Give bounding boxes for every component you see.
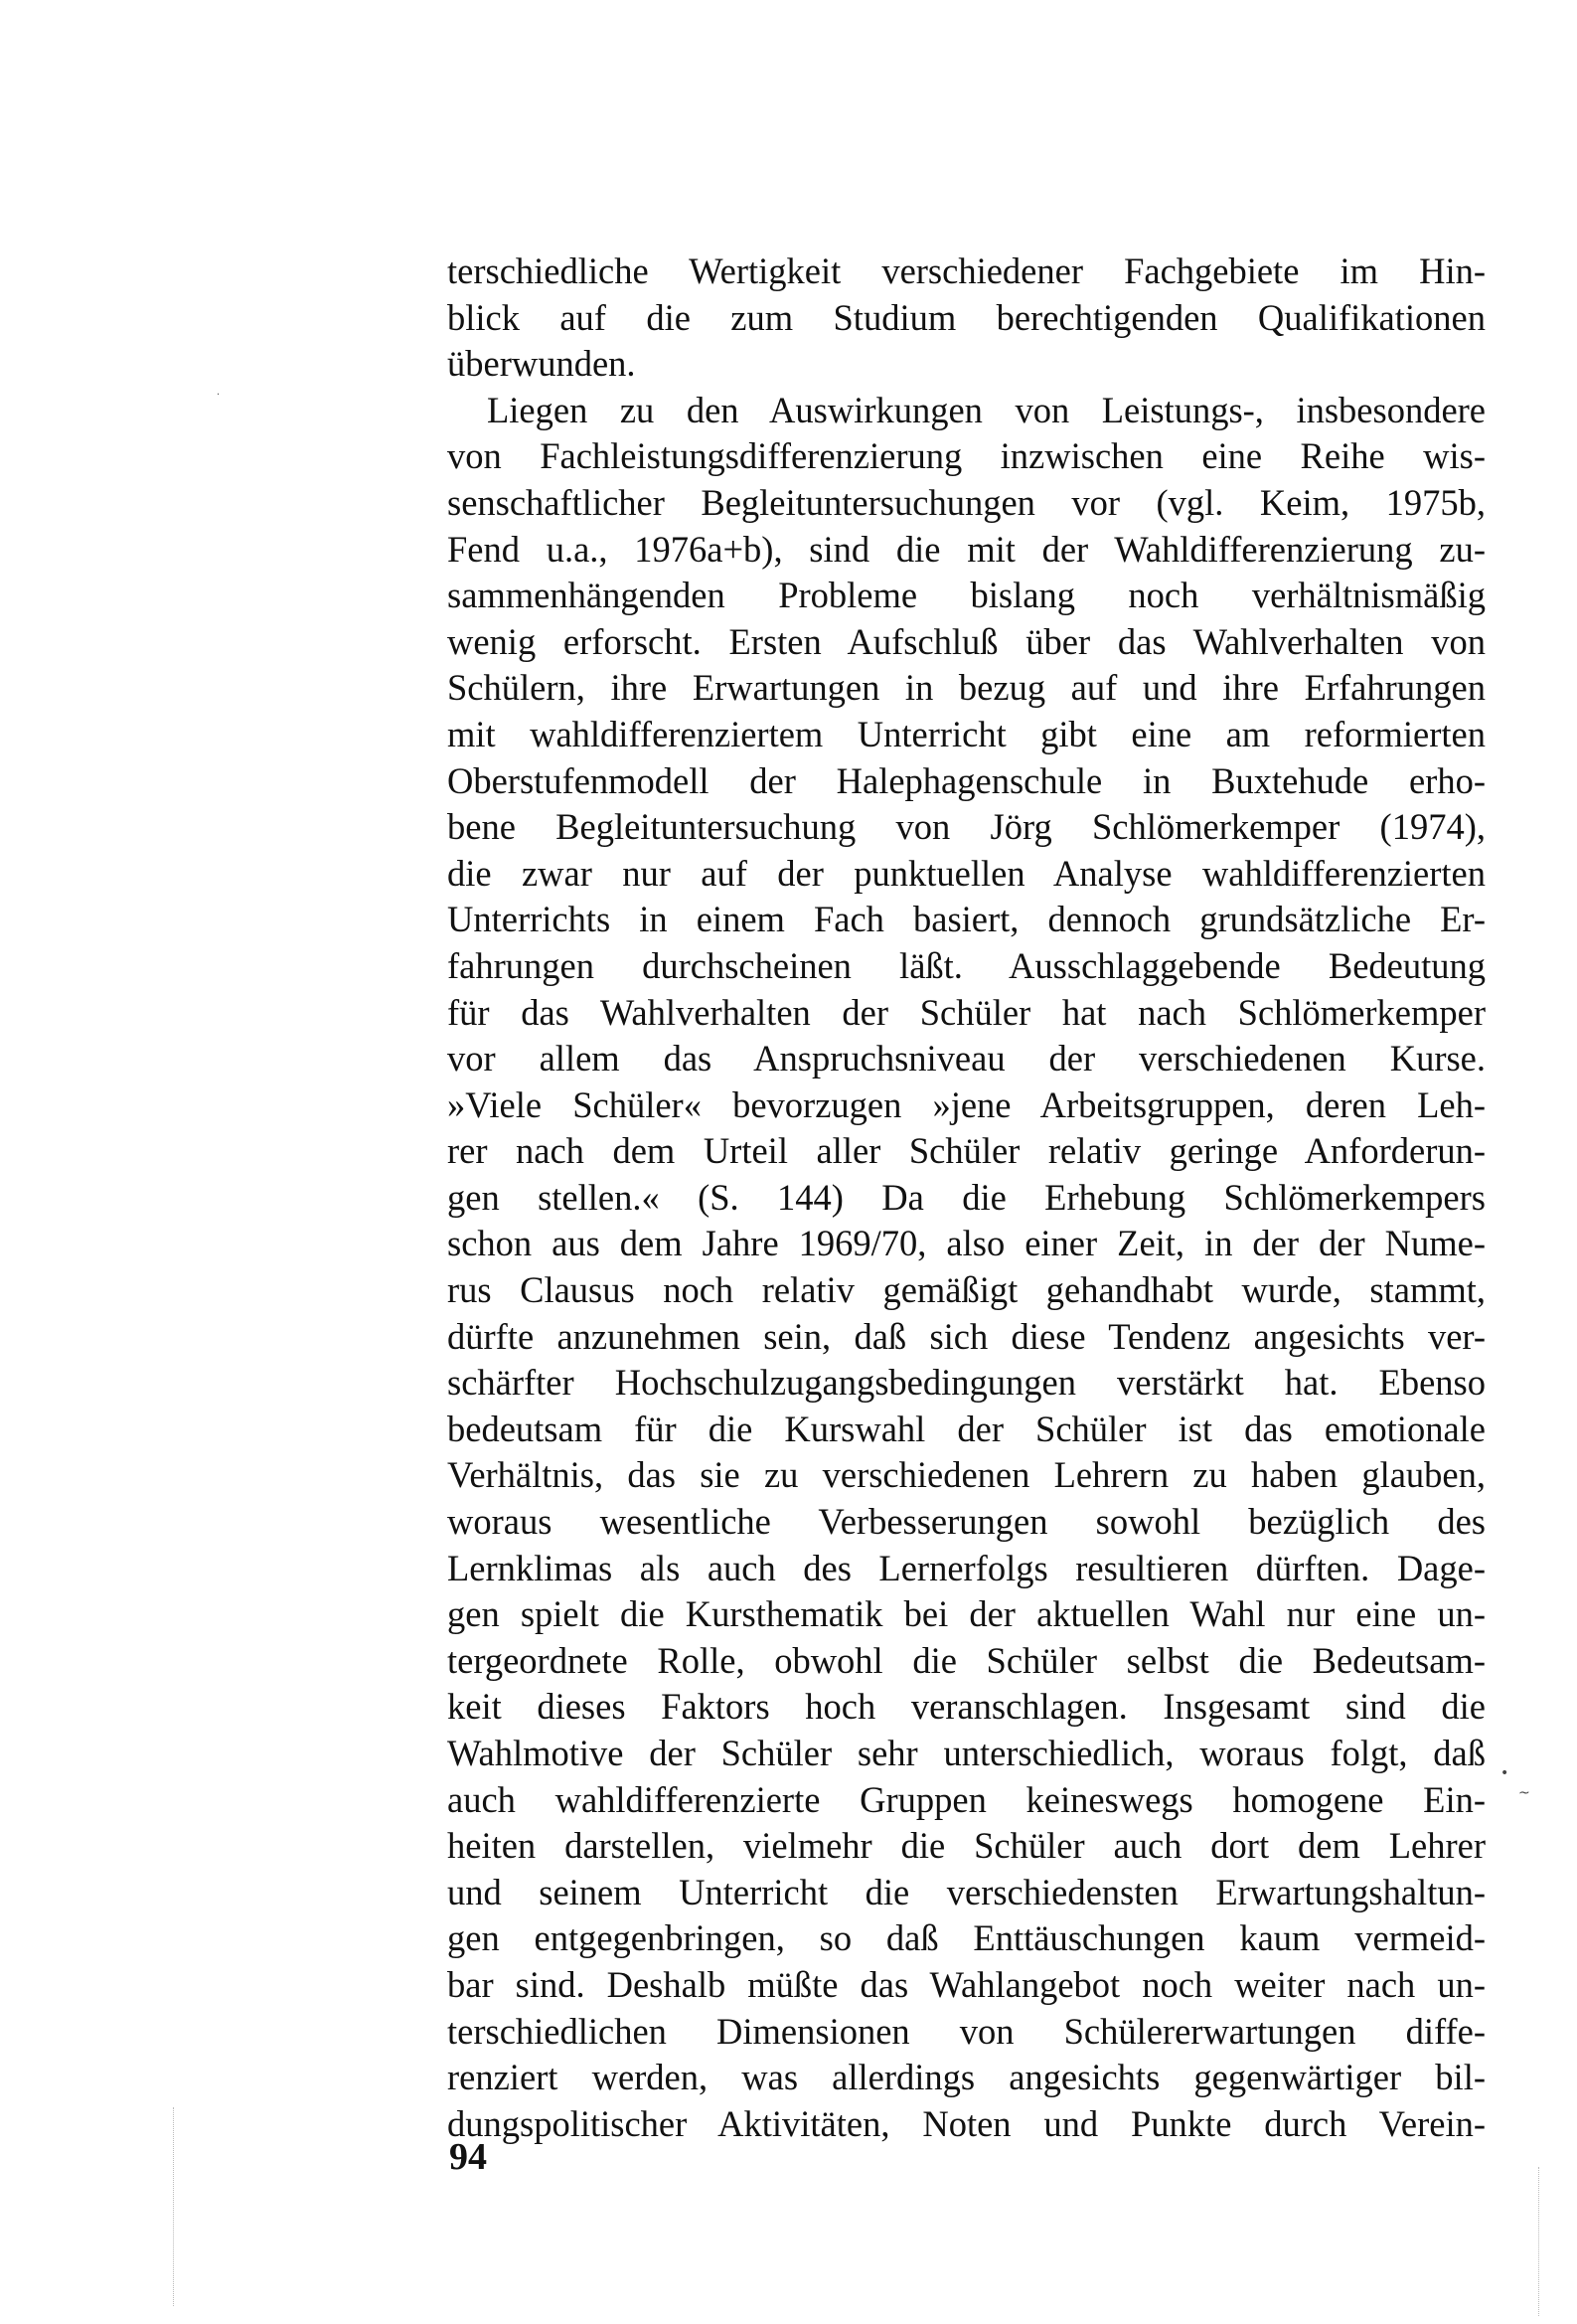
text-line: überwunden. xyxy=(447,343,636,385)
scan-edge-mark xyxy=(1538,2167,1541,2316)
text-line: dürfte anzunehmen sein, daß sich diese Tendenz angesichts ver- xyxy=(447,1315,1486,1357)
text-line: terschiedliche Wertigkeit verschiedener Fachgebiete im Hin- xyxy=(447,250,1486,291)
text-line: vor allem das Anspruchsniveau der verschiedenen Kurse. xyxy=(447,1038,1486,1079)
text-line: tergeordnete Rolle, obwohl die Schüler selbst die Bedeutsam- xyxy=(447,1639,1486,1681)
text-line: Wahlmotive der Schüler sehr unterschiedlich, woraus folgt, daß xyxy=(447,1733,1486,1773)
text-line: woraus wesentliche Verbesserungen sowohl bezüglich des xyxy=(447,1501,1486,1543)
text-line: wenig erforscht. Ersten Aufschluß über das Wahlverhalten von xyxy=(447,620,1486,662)
text-line: Schülern, ihre Erwartungen in bezug auf und ihre Erfahrungen xyxy=(447,667,1486,709)
text-line: keit dieses Faktors hoch veranschlagen. Insgesamt sind die xyxy=(447,1686,1486,1728)
text-line: mit wahldifferenziertem Unterricht gibt eine am reformierten xyxy=(447,713,1486,754)
text-line: gen spielt die Kursthematik bei der aktuellen Wahl nur eine un- xyxy=(447,1593,1486,1635)
scan-speck-icon: • xyxy=(1500,1765,1509,1781)
text-line: von Fachleistungsdifferenzierung inzwischen eine Reihe wis- xyxy=(447,435,1486,477)
text-line: terschiedlichen Dimensionen von Schülererwartungen diffe- xyxy=(447,2010,1486,2052)
text-line: schon aus dem Jahre 1969/70, also einer Zeit, in der der Nume- xyxy=(447,1223,1486,1264)
text-line: rer nach dem Urteil aller Schüler relativ geringe Anforderun- xyxy=(447,1130,1486,1172)
text-line: Unterrichts in einem Fach basiert, dennoch grundsätzliche Er- xyxy=(447,899,1486,940)
text-line: gen entgegenbringen, so daß Enttäuschungen kaum vermeid- xyxy=(447,1917,1486,1959)
scan-speck-icon: ~ xyxy=(1518,1785,1530,1801)
text-line: bene Begleituntersuchung von Jörg Schlömerkemper (1974), xyxy=(447,806,1486,848)
text-line: rus Clausus noch relativ gemäßigt gehandhabt wurde, stammt, xyxy=(447,1269,1486,1311)
text-line: blick auf die zum Studium berechtigenden Qualifikationen xyxy=(447,296,1486,338)
body-text xyxy=(447,249,1486,2147)
text-line: schärfter Hochschulzugangsbedingungen verstärkt hat. Ebenso xyxy=(447,1362,1486,1404)
text-line: Oberstufenmodell der Halephagenschule in Buxtehude erho- xyxy=(447,759,1486,801)
text-line: sammenhängenden Probleme bislang noch verhältnismäßig xyxy=(447,575,1486,616)
scan-edge-mark xyxy=(173,2107,176,2306)
text-line: Fend u.a., 1976a+b), sind die mit der Wahldifferenzierung zu- xyxy=(447,528,1486,570)
text-line: Lernklimas als auch des Lernerfolgs resultieren dürften. Dage- xyxy=(447,1547,1486,1588)
text-line: renziert werden, was allerdings angesichts gegenwärtiger bil- xyxy=(447,2057,1486,2098)
text-line: auch wahldifferenzierte Gruppen keineswegs homogene Ein- xyxy=(447,1778,1486,1820)
text-line: gen stellen.« (S. 144) Da die Erhebung Schlömerkempers xyxy=(447,1176,1486,1218)
text-line: bar sind. Deshalb müßte das Wahlangebot noch weiter nach un- xyxy=(447,1963,1486,2005)
text-line: fahrungen durchscheinen läßt. Ausschlaggebende Bedeutung xyxy=(447,944,1486,986)
scan-speck-icon: · xyxy=(217,390,221,401)
page-number: 94 xyxy=(449,2136,487,2178)
text-line: bedeutsam für die Kurswahl der Schüler ist das emotionale xyxy=(447,1408,1486,1449)
text-line: »Viele Schüler« bevorzugen »jene Arbeitsgruppen, deren Leh- xyxy=(447,1083,1486,1125)
text-line: die zwar nur auf der punktuellen Analyse wahldifferenzierten xyxy=(447,852,1486,894)
text-line: heiten darstellen, vielmehr die Schüler auch dort dem Lehrer xyxy=(447,1825,1486,1867)
text-line: Verhältnis, das sie zu verschiedenen Lehrern zu haben glauben, xyxy=(447,1454,1486,1496)
paragraph-start-line: Liegen zu den Auswirkungen von Leistungs-, insbesondere xyxy=(487,389,1486,430)
text-line: senschaftlicher Begleituntersuchungen vor (vgl. Keim, 1975b, xyxy=(447,481,1486,523)
text-line: und seinem Unterricht die verschiedensten Erwartungshaltun- xyxy=(447,1871,1486,1912)
text-line: für das Wahlverhalten der Schüler hat nach Schlömerkemper xyxy=(447,991,1486,1033)
text-line: dungspolitischer Aktivitäten, Noten und Punkte durch Verein- xyxy=(447,2102,1486,2144)
